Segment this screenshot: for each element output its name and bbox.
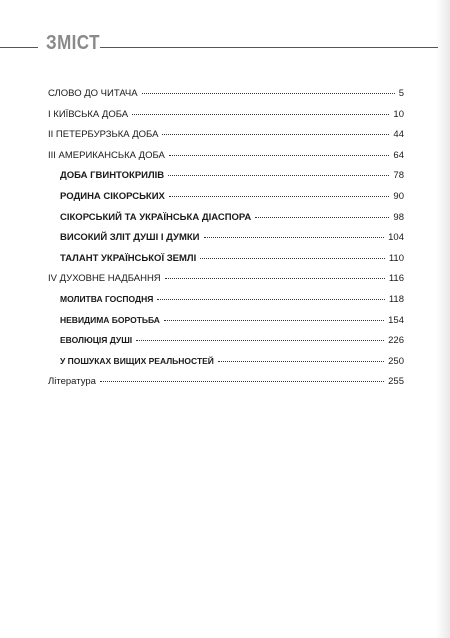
toc-entry[interactable] [48,356,404,377]
header-rule-left [0,47,38,48]
toc-entry-label: НЕВИДИМА БОРОТЬБА [60,314,160,325]
toc-entry[interactable] [48,191,404,212]
toc-entry-label: III АМЕРИКАНСЬКА ДОБА [48,149,165,161]
table-of-contents [48,88,404,397]
toc-leader-dots [142,92,395,94]
toc-leader-dots [204,236,385,238]
toc-entry-page-number: 118 [388,293,404,305]
toc-leader-dots [157,298,385,300]
page-title: ЗМІСТ [46,32,100,54]
toc-entry[interactable] [48,109,404,130]
toc-entry-page-number: 90 [393,190,404,202]
toc-leader-dots [100,380,384,382]
toc-entry-page-number: 116 [388,273,404,285]
toc-entry[interactable] [48,170,404,191]
toc-entry[interactable] [48,129,404,150]
toc-leader-dots [200,257,385,259]
toc-entry-page-number: 226 [388,335,404,347]
toc-entry-label: IV ДУХОВНЕ НАДБАННЯ [48,273,161,285]
page-edge-shadow [436,0,450,638]
toc-entry[interactable] [48,150,404,171]
toc-leader-dots [168,174,389,176]
toc-leader-dots [255,216,389,218]
toc-entry-page-number: 110 [388,252,404,264]
toc-entry-page-number: 78 [393,170,404,182]
toc-entry-label: ЕВОЛЮЦІЯ ДУШІ [60,335,133,346]
toc-entry-label: СЛОВО ДО ЧИТАЧА [48,88,138,99]
toc-entry-label: СІКОРСЬКИЙ ТА УКРАЇНСЬКА ДІАСПОРА [60,211,252,223]
toc-leader-dots [165,277,385,279]
toc-entry-label: ВИСОКИЙ ЗЛІТ ДУШІ І ДУМКИ [60,232,200,244]
toc-entry[interactable] [48,232,404,253]
toc-leader-dots [218,360,384,362]
toc-entry[interactable] [48,294,404,315]
toc-entry-page-number: 250 [388,355,404,367]
toc-leader-dots [132,113,389,115]
toc-entry-page-number: 64 [393,149,404,161]
page-header [0,30,438,58]
toc-entry-label: II ПЕТЕРБУРЗЬКА ДОБА [48,129,159,141]
toc-entry[interactable] [48,376,404,397]
header-rule-right [100,47,438,48]
toc-leader-dots [164,319,384,321]
toc-leader-dots [136,339,384,341]
toc-entry-label: ТАЛАНТ УКРАЇНСЬКОЇ ЗЕМЛІ [60,252,197,264]
toc-entry-label: Література [48,376,96,388]
toc-leader-dots [169,154,390,156]
toc-entry-label: РОДИНА СІКОРСЬКИХ [60,190,165,202]
toc-entry-page-number: 5 [398,88,404,99]
toc-leader-dots [162,133,389,135]
toc-entry-page-number: 98 [393,211,404,223]
toc-entry-page-number: 44 [393,129,404,141]
toc-entry-page-number: 10 [393,108,404,120]
toc-entry[interactable] [48,88,404,109]
toc-entry-label: У ПОШУКАХ ВИЩИХ РЕАЛЬНОСТЕЙ [60,355,214,366]
toc-entry[interactable] [48,212,404,233]
toc-entry-page-number: 154 [388,314,404,326]
toc-entry[interactable] [48,335,404,356]
toc-entry-label: МОЛИТВА ГОСПОДНЯ [60,293,154,304]
toc-entry-label: ДОБА ГВИНТОКРИЛІВ [60,170,165,182]
toc-leader-dots [169,195,390,197]
toc-entry[interactable] [48,253,404,274]
toc-entry-page-number: 104 [388,232,404,244]
toc-entry-label: I КИЇВСЬКА ДОБА [48,108,129,120]
toc-entry-page-number: 255 [388,376,404,388]
toc-entry[interactable] [48,273,404,294]
toc-entry[interactable] [48,315,404,336]
